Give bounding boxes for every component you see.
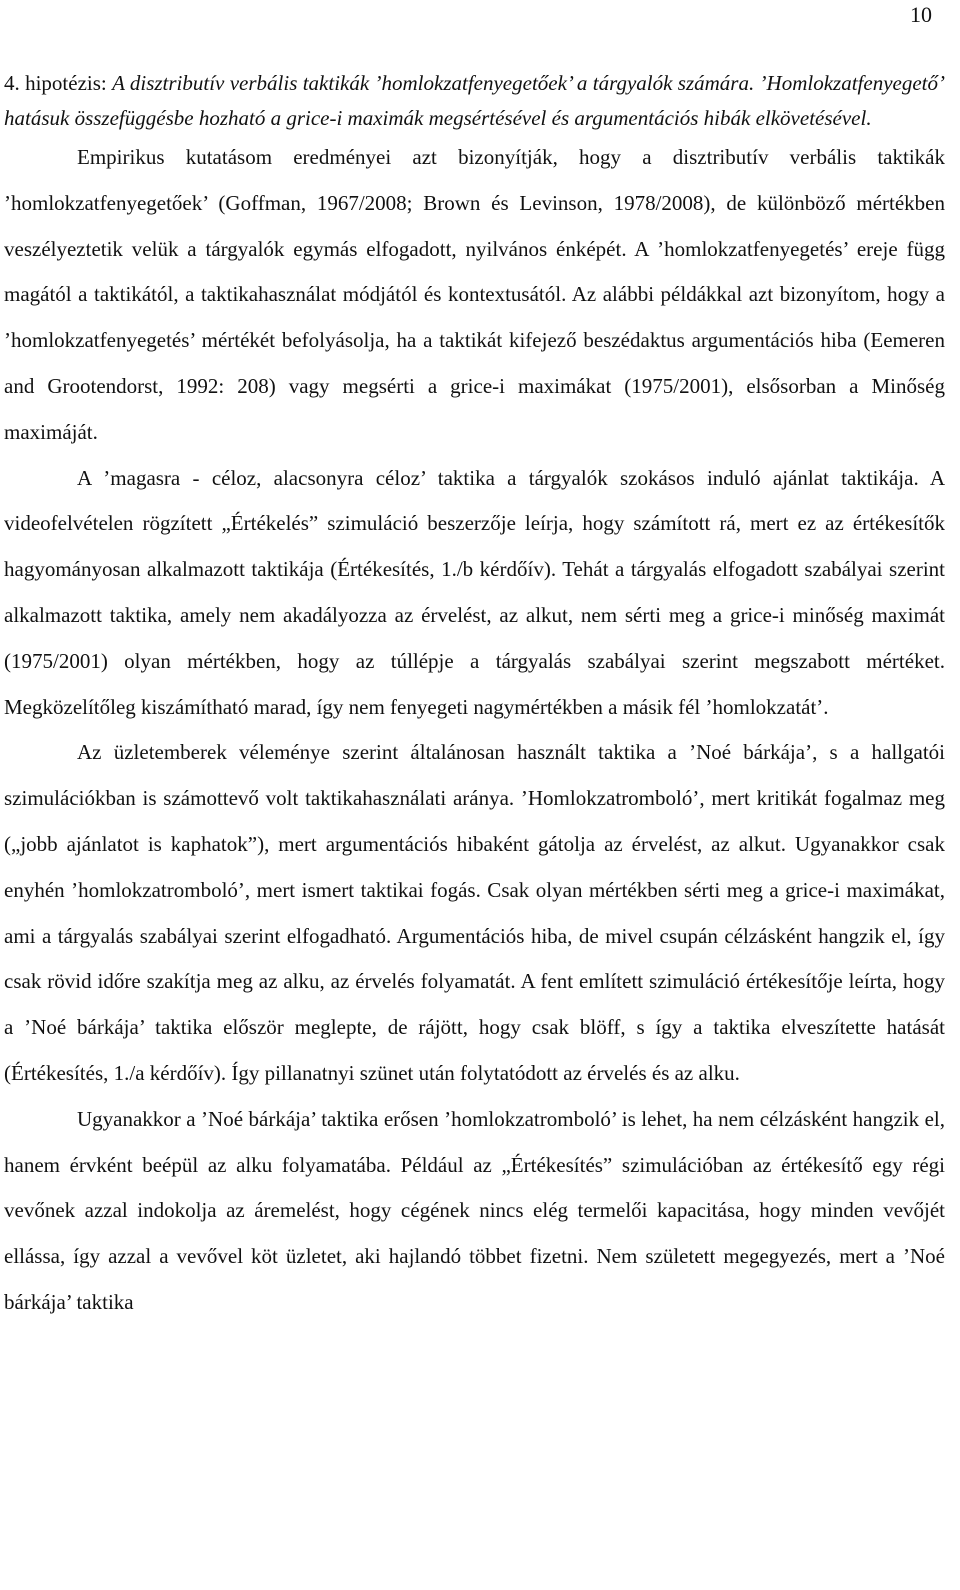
page-number: 10 <box>910 2 932 27</box>
paragraph-4: Ugyanakkor a ’Noé bárkája’ taktika erősen ’homlokzatromboló’ is lehet, ha nem célzásként hangzik el, hanem érvként beépül az alku folyamatába. Például az „Értékesítés” szimulációban az értékesítő egy régi vevőnek azzal indokolja az áremelést, hogy cégének nincs elég termelői kapacitása, hogy minden vevőjét ellássa, így azzal a vevővel köt üzletet, aki hajlandó többet fizetni. Nem született megegyezés, mert a ’Noé bárkája’ taktika <box>4 1106 945 1314</box>
document-body <box>4 66 945 1326</box>
paragraph-2: A ’magasra - céloz, alacsonyra céloz’ taktika a tárgyalók szokásos induló ajánlat taktikája. A videofelvételen rögzített „Értékelés” szimuláció beszerzője leírja, hogy számított rá, mert ez az értékesítők hagyományosan alkalmazott taktikája (Értékesítés, 1./b kérdőív). Tehát a tárgyalás elfogadott szabályai szerint alkalmazott taktika, amely nem akadályozza az érvelést, az alkut, nem sérti meg a grice-i minőség maximát (1975/2001) olyan mértékben, hogy az túllépje a tárgyalás szabályai szerint megszabott mértéket. Megközelítőleg kiszámítható marad, így nem fenyegeti nagymértékben a másik fél ’homlokzatát’. <box>4 465 945 719</box>
hypothesis-label: 4. hipotézis: <box>4 71 113 95</box>
paragraph-3: Az üzletemberek véleménye szerint általánosan használt taktika a ’Noé bárkája’, s a hallgatói szimulációkban is számottevő volt taktikahasználati aránya. ’Homlokzatromboló’, mert kritikát fogalmaz meg („jobb ajánlatot is kaphatok”), mert argumentációs hibaként gátolja az érvelést, az alkut. Ugyanakkor csak enyhén ’homlokzatromboló’, mert ismert taktikai fogás. Csak olyan mértékben sérti meg a grice-i maximákat, ami a tárgyalás szabályai szerint elfogadható. Argumentációs hiba, de mivel csupán célzásként hangzik el, így csak rövid időre szakítja meg az alku, az érvelés folyamatát. A fent említett szimuláció értékesítője leírta, hogy a ’Noé bárkája’ taktika először meglepte, de rájött, hogy csak blöff, s így a taktika elveszítette hatását (Értékesítés, 1./a kérdőív). Így pillanatnyi szünet után folytatódott az érvelés és az alku. <box>4 740 945 1085</box>
hypothesis-text: A disztributív verbális taktikák ’homlokzatfenyegetőek’ a tárgyalók számára. ’Homlokzatfenyegető’ hatásuk összefüggésbe hozható a grice-i maximák megsértésével és argumentációs hibák elkövetésével. <box>4 71 945 130</box>
hypothesis <box>4 66 945 135</box>
paragraph-1: Empirikus kutatásom eredményei azt bizonyítják, hogy a disztributív verbális taktikák ’homlokzatfenyegetőek’ (Goffman, 1967/2008; Brown és Levinson, 1978/2008), de különböző mértékben veszélyeztetik velük a tárgyalók egymás elfogadott, nyilvános énképét. A ’homlokzatfenyegetés’ ereje függ magától a taktikától, a taktikahasználat módjától és kontextusától. Az alábbi példákkal azt bizonyítom, hogy a ’homlokzatfenyegetés’ mértékét befolyásolja, ha a taktikát kifejező beszédaktus argumentációs hiba (Eemeren and Grootendorst, 1992: 208) vagy megsérti a grice-i maximákat (1975/2001), elsősorban a Minőség maximáját. <box>4 145 945 444</box>
